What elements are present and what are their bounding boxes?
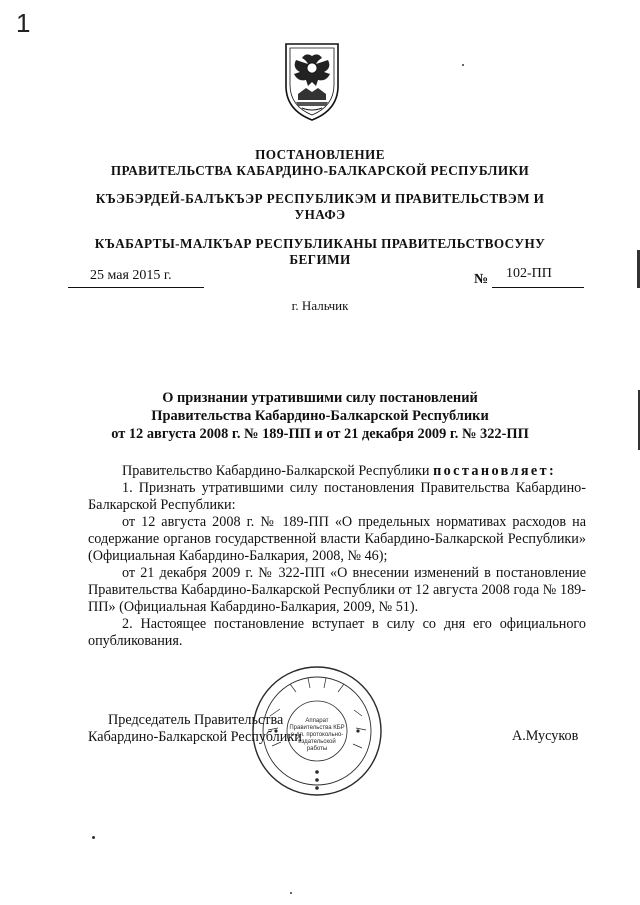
document-body — [88, 463, 586, 650]
doc-type-heading: ПОСТАНОВЛЕНИЕ — [255, 147, 385, 162]
signer-name: А.Мусуков — [512, 728, 579, 744]
handwritten-page-number: 1 — [16, 8, 31, 38]
intro-paragraph — [88, 463, 586, 480]
seal-text-2: Правительства КБР — [289, 725, 345, 731]
balkar-heading: КЪАБАРТЫ-МАЛКЪАР РЕСПУБЛИКАНЫ ПРАВИТЕЛЬСТВОСУНУ БЕГИМИ — [94, 236, 546, 267]
issuer-heading: ПРАВИТЕЛЬСТВА КАБАРДИНО-БАЛКАРСКОЙ РЕСПУБЛИКИ — [110, 163, 530, 178]
intro-verb: постановляет: — [433, 463, 557, 479]
scan-speck-3 — [290, 892, 292, 894]
title-line-2: Правительства Кабардино-Балкарской Республики — [151, 408, 489, 424]
signer-position-line-1: Председатель Правительства — [108, 712, 284, 728]
city-name: г. Нальчик — [291, 298, 349, 313]
document-number: 102-ПП — [506, 266, 552, 281]
date-underline — [68, 287, 204, 288]
paragraph-3: от 21 декабря 2009 г. № 322-ПП «О внесении изменений в постановление Правительства Кабардино-Балкарской Республики от 12 августа 2008 года № 189-ПП» (Официальная Кабардино-Балкария, 2009, № 51). — [88, 565, 586, 615]
title-line-1: О признании утратившими силу постановлений — [162, 390, 478, 406]
title-line-3: от 12 августа 2008 г. № 189-ПП и от 21 декабря 2009 г. № 322-ПП — [111, 426, 529, 442]
seal-text-1: Аппарат — [305, 718, 329, 724]
number-label: № — [474, 272, 489, 287]
coat-of-arms-emblem — [276, 38, 348, 124]
seal-text-5: работы — [306, 746, 328, 752]
signer-position-line-2: Кабардино-Балкарской Республики — [88, 729, 302, 745]
seal-text-3: о-дл. протокольно- — [290, 732, 344, 738]
kabardian-heading: КЪЭБЭРДЕЙ-БАЛЪКЪЭР РЕСПУБЛИКЭМ И ПРАВИТЕЛЬСТВЭМ И УНАФЭ — [95, 191, 545, 222]
document-date: 25 мая 2015 г. — [90, 268, 172, 283]
scan-speck-2 — [462, 64, 464, 66]
paragraph-4: 2. Настоящее постановление вступает в силу со дня его официального опубликования. — [88, 616, 586, 649]
number-underline — [492, 287, 584, 288]
paragraph-2: от 12 августа 2008 г. № 189-ПП «О предельных нормативах расходов на содержание органов государственной власти Кабардино-Балкарской Республики» (Официальная Кабардино-Балкария, 2008, № 46); — [88, 514, 586, 564]
paragraph-1: 1. Признать утратившими силу постановления Правительства Кабардино-Балкарской Республики: — [88, 480, 586, 513]
intro-text: Правительство Кабардино-Балкарской Республики — [122, 463, 430, 479]
seal-text-4: издательской — [298, 739, 336, 745]
scan-speck — [92, 836, 95, 839]
